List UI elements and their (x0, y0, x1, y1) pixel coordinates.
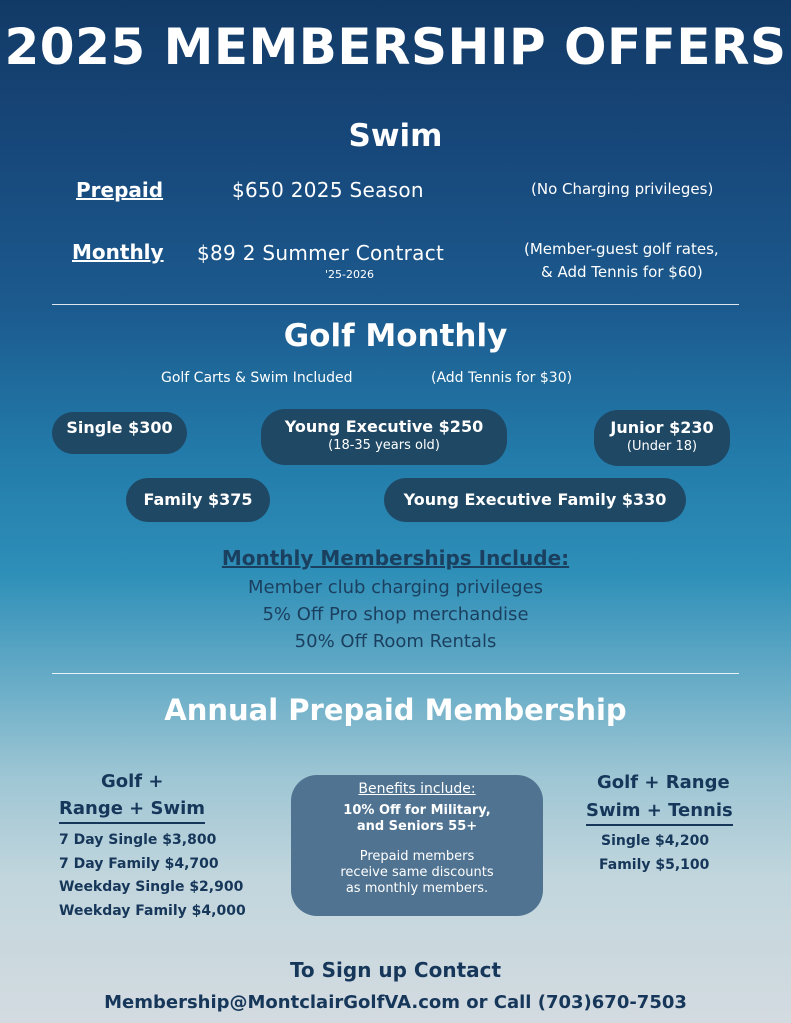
swim-heading: Swim (348, 118, 443, 154)
benefits-line: receive same discounts (340, 865, 494, 880)
swim-monthly-sub: '25-2026 (325, 268, 374, 281)
golf-monthly-heading: Golf Monthly (283, 318, 508, 354)
golf-young-exec-label: Young Executive $250 (284, 417, 484, 436)
golf-single-pill (52, 412, 187, 454)
swim-prepaid-price: $650 2025 Season (232, 178, 424, 202)
golf-young-exec-family-pill (384, 478, 686, 522)
annual-left-title-1: Golf + (101, 771, 164, 792)
swim-prepaid-note: (No Charging privileges) (531, 180, 714, 198)
golf-monthly-subtitle-note: (Add Tennis for $30) (431, 370, 573, 386)
annual-right-title-1: Golf + Range (597, 772, 730, 793)
annual-left-item: 7 Day Family $4,700 (59, 856, 219, 872)
golf-junior-pill (594, 410, 730, 466)
golf-family-pill (126, 478, 270, 522)
swim-monthly-note-1: (Member-guest golf rates, (524, 240, 719, 258)
contact-heading: To Sign up Contact (289, 958, 502, 982)
benefits-line: and Seniors 55+ (356, 819, 478, 834)
annual-right-title-2: Swim + Tennis (586, 800, 733, 826)
annual-right-item: Single $4,200 (601, 833, 710, 849)
golf-junior-sub: (Under 18) (626, 439, 698, 454)
includes-heading: Monthly Memberships Include: (221, 546, 570, 570)
annual-heading: Annual Prepaid Membership (164, 693, 627, 727)
divider (52, 304, 739, 305)
golf-single-label: Single $300 (66, 418, 173, 437)
annual-left-item: Weekday Family $4,000 (59, 903, 246, 919)
benefits-line: as monthly members. (345, 881, 489, 896)
benefits-line: Prepaid members (359, 849, 475, 864)
benefits-line: 10% Off for Military, (343, 803, 491, 818)
benefits-box (291, 775, 543, 916)
swim-monthly-price: $89 2 Summer Contract (197, 241, 445, 265)
golf-monthly-subtitle: Golf Carts & Swim Included (161, 370, 353, 386)
golf-junior-label: Junior $230 (610, 418, 714, 437)
annual-left-title-2: Range + Swim (59, 798, 205, 824)
golf-young-exec-sub: (18-35 years old) (328, 438, 440, 453)
includes-item: Member club charging privileges (247, 577, 544, 598)
golf-young-exec-family-label: Young Executive Family $330 (403, 490, 667, 509)
includes-item: 5% Off Pro shop merchandise (262, 604, 529, 625)
annual-left-item: Weekday Single $2,900 (59, 879, 244, 895)
page-title: 2025 MEMBERSHIP OFFERS (4, 18, 787, 76)
divider (52, 673, 739, 674)
contact-details: Membership@MontclairGolfVA.com or Call (703)670-7503 (104, 992, 687, 1013)
annual-right-item: Family $5,100 (599, 857, 710, 873)
swim-monthly-label: Monthly (72, 240, 164, 264)
benefits-title: Benefits include: (358, 781, 476, 797)
golf-family-label: Family $375 (143, 490, 253, 509)
golf-young-exec-pill (261, 409, 507, 465)
includes-item: 50% Off Room Rentals (294, 631, 497, 652)
annual-left-item: 7 Day Single $3,800 (59, 832, 217, 848)
swim-monthly-note-2: & Add Tennis for $60) (541, 263, 703, 281)
swim-prepaid-label: Prepaid (76, 178, 164, 202)
